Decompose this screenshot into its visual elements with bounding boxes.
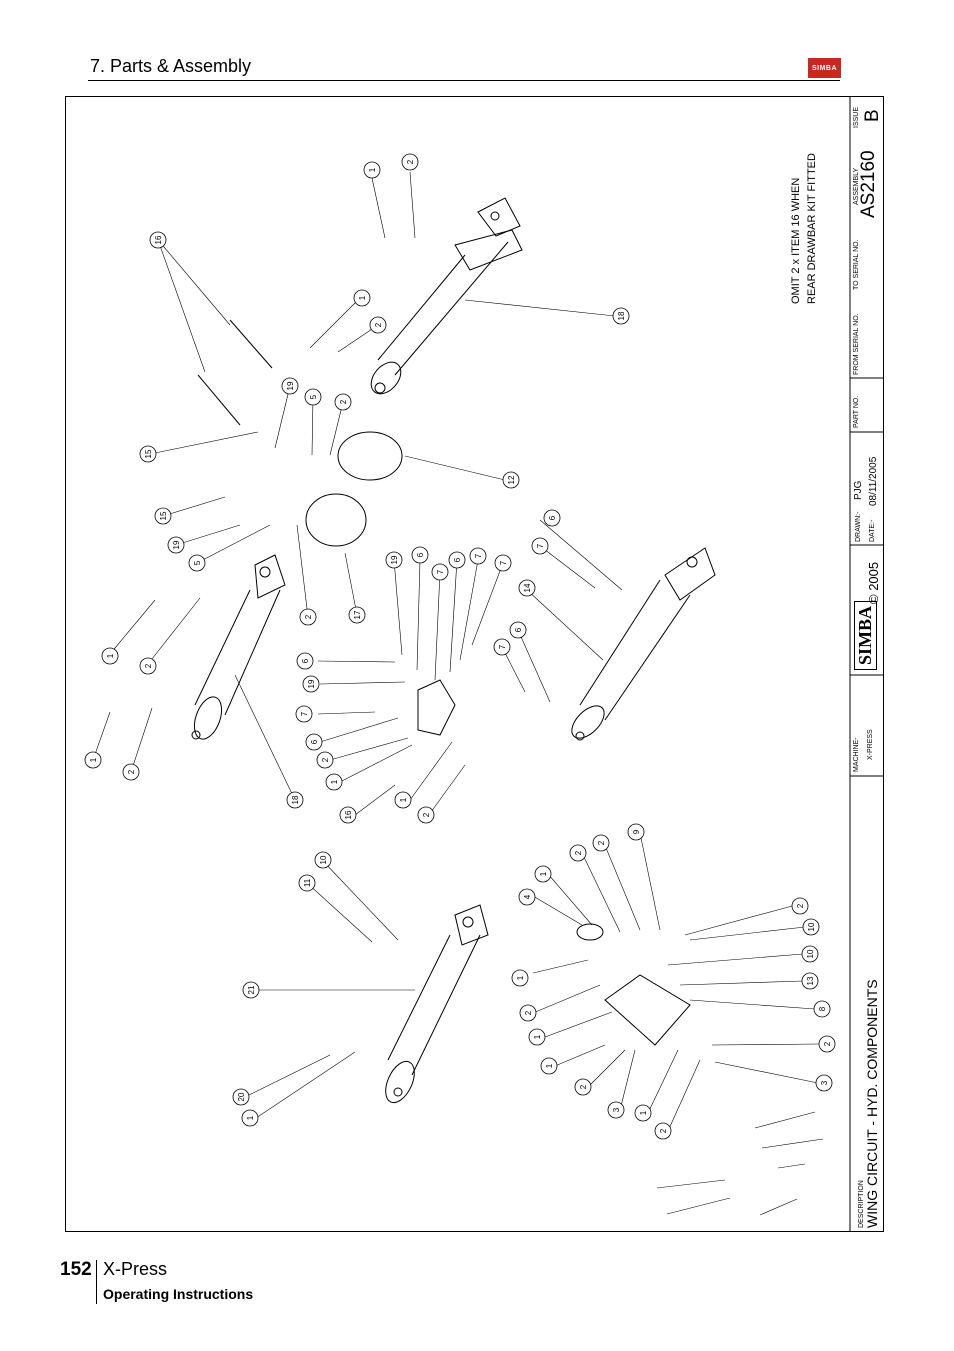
- callout-label: 2: [321, 757, 330, 763]
- callout-2: [317, 752, 333, 768]
- callout-label: 10: [806, 949, 815, 959]
- callout-label: 2: [659, 1128, 668, 1134]
- callout-label: 2: [597, 840, 606, 846]
- note-line-2: REAR DRAWBAR KIT FITTED: [806, 153, 818, 304]
- callout-label: 11: [303, 878, 312, 888]
- callout-10: [315, 852, 331, 868]
- callout-label: 6: [453, 557, 462, 563]
- callout-1: [529, 1029, 545, 1045]
- callout-1: [541, 1058, 557, 1074]
- callout-18: [287, 792, 303, 808]
- callout-label: 15: [159, 511, 168, 521]
- callout-2: [570, 845, 586, 861]
- pressure-gauge: [577, 924, 603, 940]
- callout-1: [242, 1110, 258, 1126]
- callout-label: 1: [368, 167, 377, 173]
- callout-label: 2: [339, 399, 348, 405]
- callout-label: 6: [416, 552, 425, 558]
- valve-block-bottom: [605, 975, 690, 1045]
- assembly-number: AS2160: [858, 150, 879, 218]
- callout-1: [635, 1105, 651, 1121]
- hydraulic-cylinder-right: [566, 548, 715, 744]
- part-no-label: PART NO.: [853, 395, 860, 428]
- callout-label: 14: [523, 583, 532, 593]
- callout-label: 10: [319, 855, 328, 865]
- callout-label: 2: [796, 903, 805, 909]
- callout-label: 2: [524, 1010, 533, 1016]
- callout-label: 12: [507, 475, 516, 485]
- callout-1: [512, 970, 528, 986]
- callout-2: [123, 764, 139, 780]
- callout-1: [395, 792, 411, 808]
- callout-label: 9: [632, 829, 641, 835]
- callout-label: 19: [172, 540, 181, 550]
- callout-label: 6: [310, 739, 319, 745]
- callout-1: [354, 290, 370, 306]
- callout-label: 5: [193, 560, 202, 566]
- accumulator-lower: [306, 494, 366, 546]
- assembly-label: ASSEMBLY: [853, 167, 860, 205]
- quick-coupler-a: [230, 320, 272, 368]
- callout-11: [299, 875, 315, 891]
- callout-label: 1: [399, 797, 408, 803]
- callout-label: 2: [127, 769, 136, 775]
- quick-coupler-b: [198, 375, 240, 425]
- accumulator-upper: [338, 432, 402, 480]
- callout-16: [150, 232, 166, 248]
- callout-label: 6: [548, 515, 557, 521]
- callout-6: [510, 622, 526, 638]
- callout-label: 3: [612, 1107, 621, 1113]
- callout-1: [102, 648, 118, 664]
- callout-label: 1: [539, 871, 548, 877]
- callout-label: 1: [106, 653, 115, 659]
- copyright: © 2005: [866, 561, 881, 604]
- callout-4: [519, 889, 535, 905]
- callout-6: [306, 734, 322, 750]
- callout-label: 7: [474, 553, 483, 559]
- callout-1: [85, 752, 101, 768]
- callout-9: [628, 824, 644, 840]
- callout-label: 20: [237, 1092, 246, 1102]
- manual-subtitle: Operating Instructions: [103, 1286, 254, 1302]
- to-serial-label: TO SERIAL NO.: [853, 239, 860, 290]
- callout-label: 6: [514, 627, 523, 633]
- callout-2: [792, 898, 808, 914]
- callout-5: [305, 389, 321, 405]
- callout-label: 16: [344, 810, 353, 820]
- callout-label: 2: [579, 1084, 588, 1090]
- callout-16: [340, 807, 356, 823]
- callout-label: 7: [536, 543, 545, 549]
- hydraulic-cylinder-left: [189, 555, 285, 743]
- callout-label: 10: [807, 922, 816, 932]
- callout-19: [386, 552, 402, 568]
- callout-2: [575, 1079, 591, 1095]
- callout-2: [300, 609, 316, 625]
- callout-label: 7: [498, 644, 507, 650]
- valve-block-center: [418, 680, 455, 735]
- callout-6: [297, 653, 313, 669]
- callout-18: [613, 308, 629, 324]
- callout-label: 19: [307, 679, 316, 689]
- callout-label: 2: [144, 663, 153, 669]
- machine-value: X-PRESS: [867, 729, 874, 760]
- callout-label: 1: [358, 295, 367, 301]
- callout-21: [243, 982, 259, 998]
- callout-label: 19: [286, 381, 295, 391]
- callout-6: [544, 510, 560, 526]
- product-name: X-Press: [103, 1259, 168, 1279]
- callout-label: 7: [499, 560, 508, 566]
- callout-20: [233, 1089, 249, 1105]
- callout-label: 1: [545, 1063, 554, 1069]
- callout-7: [494, 639, 510, 655]
- callout-19: [282, 378, 298, 394]
- callout-2: [418, 807, 434, 823]
- callout-13: [802, 973, 818, 989]
- issue-letter: B: [862, 109, 883, 122]
- callout-label: 1: [246, 1115, 255, 1121]
- callout-label: 1: [533, 1034, 542, 1040]
- drawn-by: PJG: [853, 480, 864, 500]
- callout-1: [535, 866, 551, 882]
- hydraulic-cylinder-top: [365, 198, 522, 400]
- drawn-label: DRAWN:-: [855, 511, 862, 542]
- callout-label: 15: [144, 449, 153, 459]
- callout-2: [335, 394, 351, 410]
- callout-label: 4: [523, 894, 532, 900]
- callout-2: [140, 658, 156, 674]
- issue-label: ISSUE: [853, 106, 860, 128]
- callout-7: [470, 548, 486, 564]
- callout-group: [85, 154, 835, 1139]
- callout-2: [370, 317, 386, 333]
- callout-10: [802, 946, 818, 962]
- callout-7: [532, 538, 548, 554]
- callout-3: [816, 1075, 832, 1091]
- callout-label: 13: [806, 976, 815, 986]
- callout-7: [495, 555, 511, 571]
- callout-label: 19: [390, 555, 399, 565]
- simba-logo: SIMBA: [808, 58, 841, 78]
- callout-19: [168, 537, 184, 553]
- callout-1: [364, 162, 380, 178]
- callout-17: [349, 607, 365, 623]
- callout-label: 8: [818, 1006, 827, 1012]
- callout-label: 2: [422, 812, 431, 818]
- callout-12: [503, 472, 519, 488]
- callout-label: 18: [291, 795, 300, 805]
- callout-label: 1: [516, 975, 525, 981]
- callout-label: 2: [304, 614, 313, 620]
- callout-15: [155, 508, 171, 524]
- callout-label: 18: [617, 311, 626, 321]
- callout-14: [519, 580, 535, 596]
- callout-label: 17: [353, 610, 362, 620]
- callout-label: 7: [300, 711, 309, 717]
- callout-6: [412, 547, 428, 563]
- callout-label: 5: [309, 394, 318, 400]
- callout-2: [655, 1123, 671, 1139]
- callout-2: [520, 1005, 536, 1021]
- callout-10: [803, 919, 819, 935]
- date-label: DATE:-: [869, 519, 876, 542]
- callout-2: [593, 835, 609, 851]
- callout-3: [608, 1102, 624, 1118]
- callout-5: [189, 555, 205, 571]
- callout-label: 7: [436, 569, 445, 575]
- section-title: 7. Parts & Assembly: [90, 56, 252, 76]
- drawing-description: WING CIRCUIT - HYD. COMPONENTS: [864, 979, 880, 1228]
- callout-7: [296, 706, 312, 722]
- callout-2: [402, 154, 418, 170]
- callout-7: [432, 564, 448, 580]
- callout-2: [819, 1036, 835, 1052]
- simba-title-logo: SIMBA: [854, 601, 877, 670]
- callout-label: 16: [154, 235, 163, 245]
- machine-label: MACHINE-: [853, 737, 860, 772]
- callout-1: [326, 774, 342, 790]
- callout-label: 6: [301, 658, 310, 664]
- callout-8: [814, 1001, 830, 1017]
- callout-15: [140, 446, 156, 462]
- callout-label: 2: [823, 1041, 832, 1047]
- page-number: 152: [60, 1259, 92, 1280]
- description-label: DESCRIPTION: [858, 1180, 865, 1228]
- drawing-date: 08/11/2005: [868, 456, 879, 506]
- from-serial-label: FROM SERIAL NO.: [853, 313, 860, 375]
- callout-6: [449, 552, 465, 568]
- callout-label: 1: [89, 757, 98, 763]
- callout-label: 2: [374, 322, 383, 328]
- callout-label: 1: [639, 1110, 648, 1116]
- callout-label: 1: [330, 779, 339, 785]
- note-line-1: OMIT 2 x ITEM 16 WHEN: [790, 177, 802, 304]
- callout-label: 21: [247, 985, 256, 995]
- callout-label: 2: [574, 850, 583, 856]
- hydraulic-cylinder-bottom: [380, 905, 488, 1107]
- callout-label: 3: [820, 1080, 829, 1086]
- footer-divider: [96, 1260, 97, 1304]
- callout-label: 2: [406, 159, 415, 165]
- callout-19: [303, 676, 319, 692]
